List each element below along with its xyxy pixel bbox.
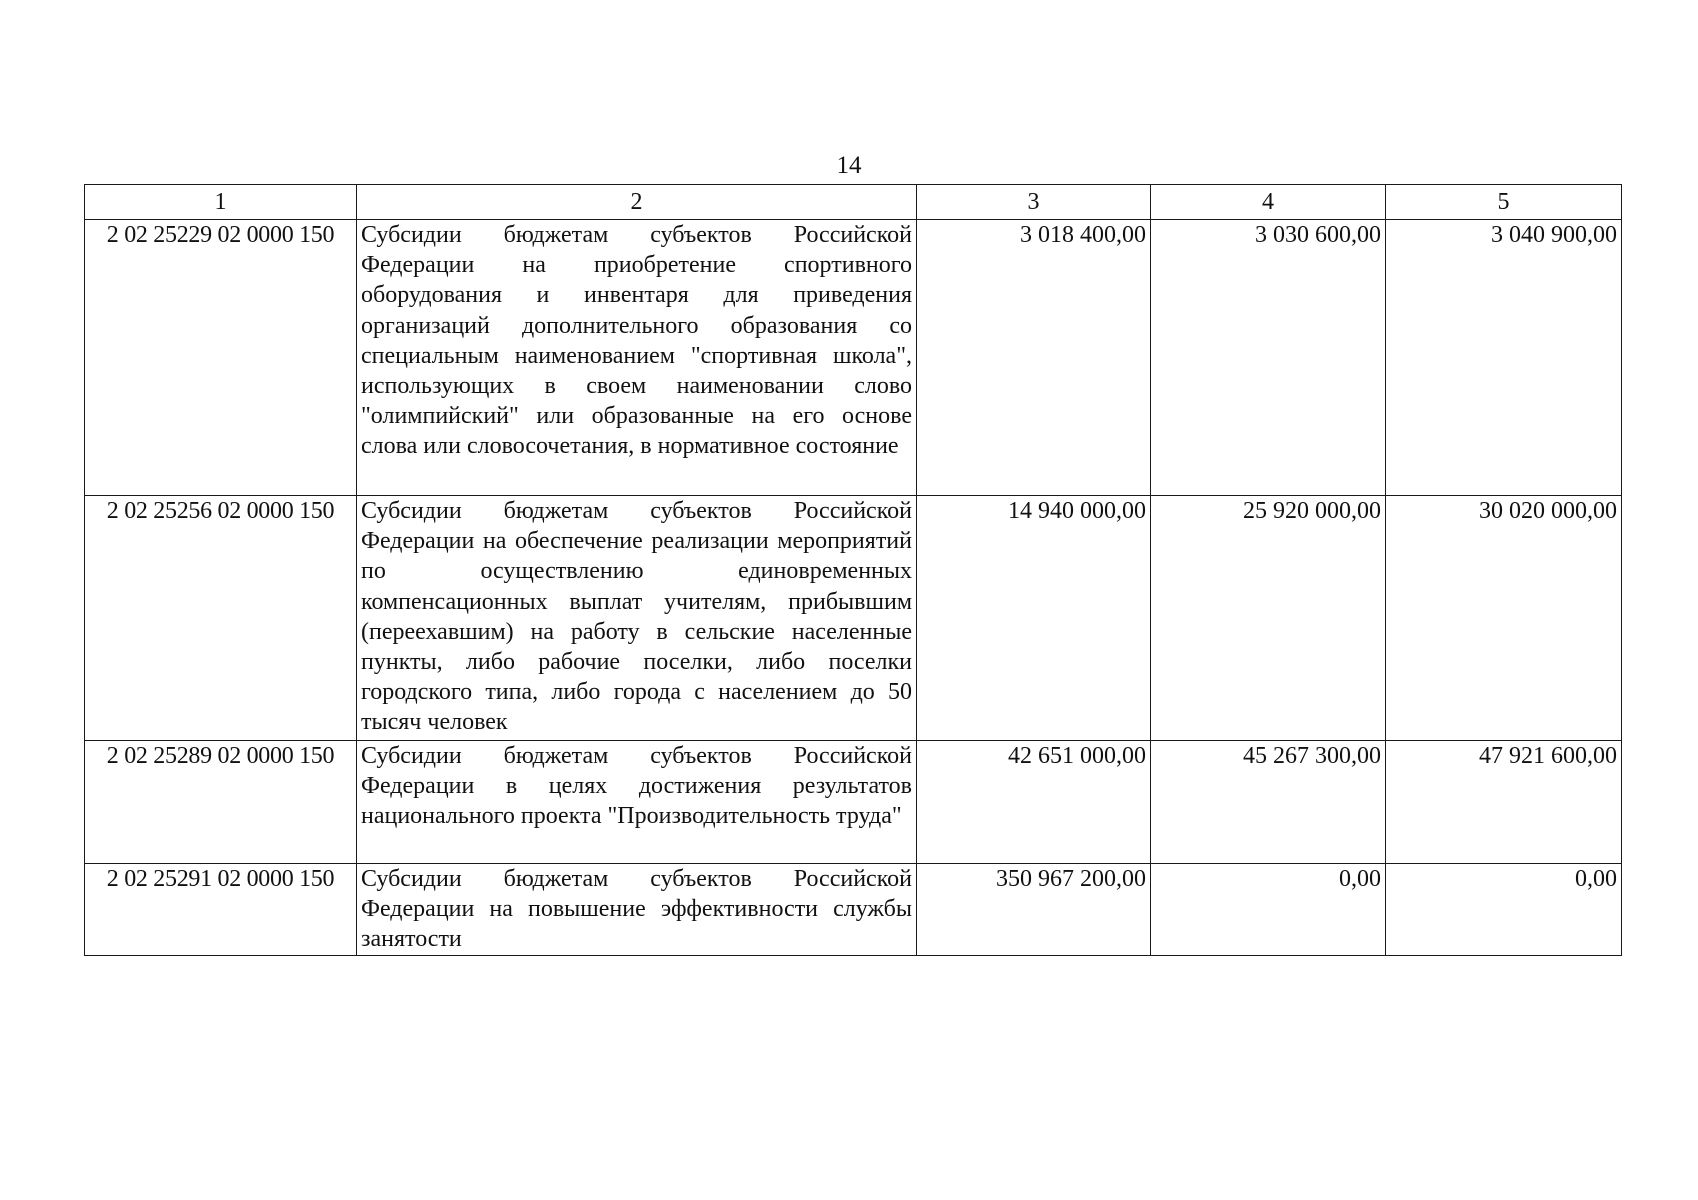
row-value-3: 14 940 000,00 xyxy=(917,496,1151,741)
table-row xyxy=(85,864,1622,956)
table-row xyxy=(85,220,1622,496)
table-header xyxy=(85,185,1622,220)
row-value-4: 45 267 300,00 xyxy=(1151,741,1386,864)
row-code: 2 02 25291 02 0000 150 xyxy=(85,864,357,956)
row-value-5: 47 921 600,00 xyxy=(1386,741,1622,864)
row-value-5: 0,00 xyxy=(1386,864,1622,956)
row-value-3: 350 967 200,00 xyxy=(917,864,1151,956)
column-header-2: 2 xyxy=(357,185,917,220)
row-code: 2 02 25256 02 0000 150 xyxy=(85,496,357,741)
column-header-5: 5 xyxy=(1386,185,1622,220)
row-name: Субсидии бюджетам субъектов Российской Федерации на обеспечение реализации мероприятий по осуществлению единовременных компенсационных выплат учителям, прибывшим (переехавшим) на работу в сельские населенные пункты, либо рабочие поселки, либо поселки городского типа, либо города с населением до 50 тысяч человек xyxy=(357,496,917,741)
budget-table xyxy=(84,184,1622,956)
header-row xyxy=(85,185,1622,220)
page-number: 14 xyxy=(836,152,862,179)
row-name: Субсидии бюджетам субъектов Российской Федерации на приобретение спортивного оборудования и инвентаря для приведения организаций дополнительного образования со специальным наименованием "спортивная школа", использующих в своем наименовании слово "олимпийский" или образованные на его основе слова или словосочетания, в нормативное состояние xyxy=(357,220,917,496)
table-row xyxy=(85,496,1622,741)
row-name: Субсидии бюджетам субъектов Российской Федерации в целях достижения результатов национального проекта "Производительность труда" xyxy=(357,741,917,864)
row-value-4: 0,00 xyxy=(1151,864,1386,956)
row-code: 2 02 25229 02 0000 150 xyxy=(85,220,357,496)
row-value-3: 3 018 400,00 xyxy=(917,220,1151,496)
column-header-1: 1 xyxy=(85,185,357,220)
row-name: Субсидии бюджетам субъектов Российской Федерации на повышение эффективности службы занятости xyxy=(357,864,917,956)
table-body xyxy=(85,220,1622,956)
row-value-3: 42 651 000,00 xyxy=(917,741,1151,864)
column-header-4: 4 xyxy=(1151,185,1386,220)
table-row xyxy=(85,741,1622,864)
row-value-4: 3 030 600,00 xyxy=(1151,220,1386,496)
column-header-3: 3 xyxy=(917,185,1151,220)
row-value-4: 25 920 000,00 xyxy=(1151,496,1386,741)
row-value-5: 3 040 900,00 xyxy=(1386,220,1622,496)
row-code: 2 02 25289 02 0000 150 xyxy=(85,741,357,864)
row-value-5: 30 020 000,00 xyxy=(1386,496,1622,741)
